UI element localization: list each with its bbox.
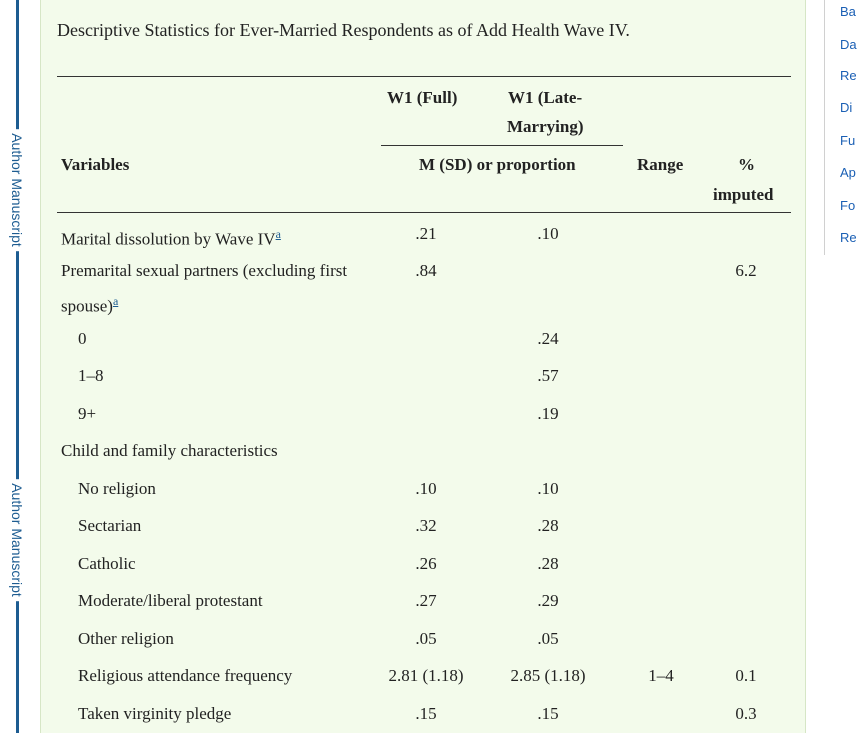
nav-link[interactable]: Di xyxy=(840,100,853,115)
cell-late: .10 xyxy=(537,224,559,243)
table-row-label: Marital dissolution by Wave $IV^a$ xyxy=(61,227,281,249)
cell-late: .57 xyxy=(537,366,559,385)
footnote-link[interactable]: a xyxy=(275,227,281,241)
table-caption: Descriptive Statistics for Ever-Married Respondents as of Add Health Wave IV. xyxy=(57,20,630,40)
table-row-label: Taken virginity pledge xyxy=(78,704,232,723)
cell-late: .24 xyxy=(537,329,559,348)
header-w1-late-1: W1 (Late- xyxy=(508,88,583,107)
footnote-link[interactable]: a xyxy=(112,294,119,308)
cell-late: .29 xyxy=(537,591,559,610)
table-row-label: Premarital sexual partners (excluding first xyxy=(61,261,348,280)
cell-full: .32 xyxy=(415,516,437,535)
cell-late: .05 xyxy=(537,629,559,648)
cell-imputed: 0.1 xyxy=(735,666,757,685)
cell-range: 1–4 xyxy=(648,666,674,685)
table-row-label: Catholic xyxy=(78,554,136,573)
cell-full: .05 xyxy=(415,629,437,648)
nav-link[interactable]: Fu xyxy=(840,133,856,148)
table-row-label: Child and family characteristics xyxy=(61,441,278,460)
table-row-label: 9+ xyxy=(78,404,97,423)
cell-late: 2.85 (1.18) xyxy=(510,666,586,685)
cell-full: .84 xyxy=(415,261,437,280)
cell-late: .19 xyxy=(537,404,559,423)
author-manuscript-label: Author Manuscript xyxy=(2,455,32,625)
table-row-label: No religion xyxy=(78,479,156,498)
table-row-label: Other religion xyxy=(78,629,174,648)
header-w1-late-2: Marrying) xyxy=(507,117,584,136)
header-pct: % xyxy=(738,155,755,174)
nav-link[interactable]: Da xyxy=(840,37,857,52)
table-row-label-cont: spouse)$^a$ xyxy=(61,294,119,316)
header-span-rule xyxy=(381,145,623,146)
author-manuscript-label: Author Manuscript xyxy=(2,105,32,275)
section-nav-border xyxy=(824,0,825,255)
table-top-rule xyxy=(57,76,791,77)
header-bottom-rule xyxy=(57,212,791,213)
cell-full: .26 xyxy=(415,554,437,573)
nav-link[interactable]: Ba xyxy=(840,4,856,19)
header-variables: Variables xyxy=(61,155,130,174)
cell-imputed: 0.3 xyxy=(735,704,757,723)
header-m-sd: M (SD) or proportion xyxy=(419,155,576,174)
cell-late: .28 xyxy=(537,554,559,573)
table-panel xyxy=(40,0,806,733)
header-w1-full: W1 (Full) xyxy=(387,88,458,107)
cell-full: 2.81 (1.18) xyxy=(388,666,464,685)
nav-link[interactable]: Re xyxy=(840,68,857,83)
nav-link[interactable]: Fo xyxy=(840,198,856,213)
cell-late: .10 xyxy=(537,479,559,498)
header-imputed: imputed xyxy=(713,185,774,204)
nav-link[interactable]: Re xyxy=(840,230,857,245)
table-row-label: Moderate/liberal protestant xyxy=(78,591,263,610)
cell-late: .15 xyxy=(537,704,559,723)
cell-full: .15 xyxy=(415,704,437,723)
cell-imputed: 6.2 xyxy=(735,261,757,280)
nav-link[interactable]: Ap xyxy=(840,165,856,180)
author-manuscript-rail xyxy=(0,0,40,733)
table-row-label: 1–8 xyxy=(78,366,104,385)
cell-late: .28 xyxy=(537,516,559,535)
cell-full: .10 xyxy=(415,479,437,498)
cell-full: .27 xyxy=(415,591,437,610)
header-range: Range xyxy=(637,155,684,174)
table-row-label: Sectarian xyxy=(78,516,142,535)
table-row-label: Religious attendance frequency xyxy=(78,666,293,685)
table-row-label: 0 xyxy=(78,329,87,348)
cell-full: .21 xyxy=(415,224,437,243)
